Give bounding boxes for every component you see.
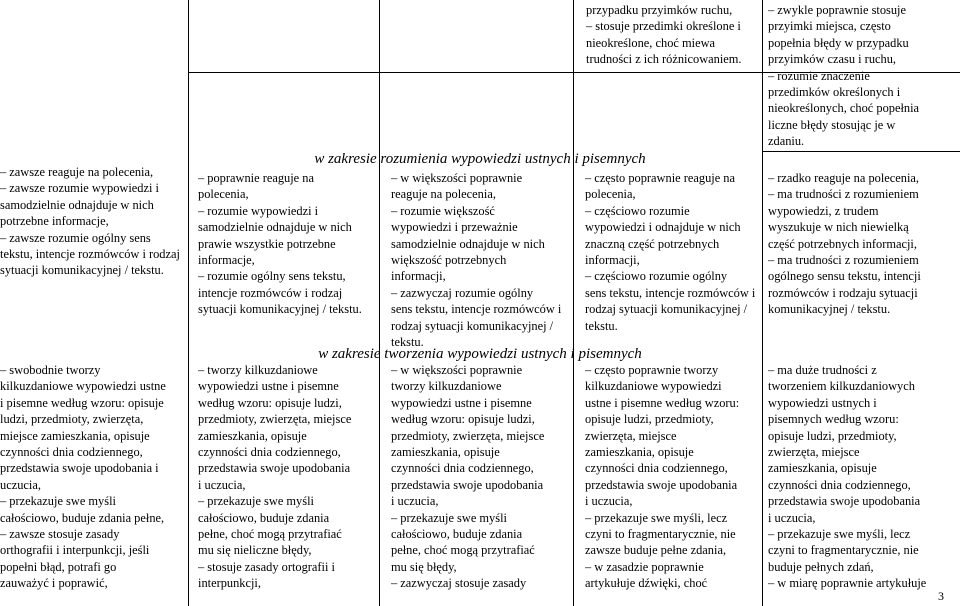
page-number: 3 xyxy=(938,589,944,603)
production-cell-col3: – w większości poprawnie tworzy kilkuzdaniowe wypowiedzi ustne i pisemne według wzoru: opisuje ludzi, przedmioty, zwierzęta, miejsce zamieszkania, opisuje czynności dnia codziennego, przedstawia swoje upodobania i uczucia, – przekazuje swe myśli całościowo, buduje zdania pełne, choć mogą przytrafiać mu się błędy, – zazwyczaj stosuje zasady xyxy=(391,363,545,591)
comprehension-cell-col1: – zawsze reaguje na polecenia, – zawsze rozumie wypowiedzi i samodzielnie odnajduje w nich potrzebne informacje, – zawsze rozumie ogólny sens tekstu, intencje rozmówców i rodzaj sytuacji komunikacyjnej / tekstu. xyxy=(0,165,180,278)
comprehension-cell-col5: – rzadko reaguje na polecenia, – ma trudności z rozumieniem wypowiedzi, z trudem wyszukuje w nich niewielką część potrzebnych informacji, – ma trudności z rozumieniem ogólnego sensu tekstu, intencji rozmówców i rodzaju sytuacji komunikacyjnej / tekstu. xyxy=(768,171,921,317)
top-cell-col4: przypadku przyimków ruchu, – stosuje przedimki określone i nieokreślone, choć miewa trudności z ich różnicowaniem. xyxy=(586,3,742,67)
production-cell-col2: – tworzy kilkuzdaniowe wypowiedzi ustne i pisemne według wzoru: opisuje ludzi, przedmioty, zwierzęta, miejsce zamieszkania, opisuje czynności dnia codziennego, przedstawia swoje upodobania i uczucia, – przekazuje swe myśli całościowo, buduje zdania pełne, choć mogą przytrafiać mu się nieliczne błędy, – stosuje zasady ortografii i interpunkcji, xyxy=(198,363,352,591)
column-divider xyxy=(379,0,380,606)
comprehension-cell-col4: – często poprawnie reaguje na polecenia, – częściowo rozumie wypowiedzi i odnajduje w nich znaczną część potrzebnych informacji, – częściowo rozumie ogólny sens tekstu, intencje rozmówców i rodzaj sytuacji komunikacyjnej / tekstu. xyxy=(585,171,756,333)
production-cell-col5: – ma duże trudności z tworzeniem kilkuzdaniowych wypowiedzi ustnych i pisemnych według wzoru: opisuje ludzi, przedmioty, zwierzęta, miejsce zamieszkania, opisuje czynności dnia codziennego, przedstawia swoje upodobania i uczucia, – przekazuje swe myśli, lecz czyni to fragmentarycznie, nie buduje pełnych zdań, – w miarę poprawnie artykułuje xyxy=(768,363,927,591)
column-divider xyxy=(762,0,763,606)
column-divider xyxy=(573,0,574,606)
row-divider xyxy=(762,151,960,152)
section-heading-comprehension: w zakresie rozumienia wypowiedzi ustnych i pisemnych xyxy=(314,151,646,167)
comprehension-cell-col3: – w większości poprawnie reaguje na polecenia, – rozumie większość wypowiedzi i przeważnie samodzielnie odnajduje w nich większość potrzebnych informacji, – zazwyczaj rozumie ogólny sens tekstu, intencje rozmówców i rodzaj sytuacji komunikacyjnej / tekstu. xyxy=(391,171,562,350)
section-heading-production: w zakresie tworzenia wypowiedzi ustnych i pisemnych xyxy=(318,346,642,362)
top-cell-col5: – zwykle poprawnie stosuje przyimki miejsca, często popełnia błędy w przypadku przyimków czasu i ruchu, – rozumie znaczenie przedimków określonych i nieokreślonych, choć popełnia liczne błędy stosując je w zdaniu. xyxy=(768,3,920,149)
production-cell-col1: – swobodnie tworzy kilkuzdaniowe wypowiedzi ustne i pisemne według wzoru: opisuje ludzi, przedmioty, zwierzęta, miejsce zamieszkania, opisuje czynności dnia codziennego, przedstawia swoje upodobania i uczucia, – przekazuje swe myśli całościowo, buduje zdania pełne, – zawsze stosuje zasady orthografii i interpunkcji, jeśli popełni błąd, potrafi go zauważyć i poprawić, xyxy=(0,363,166,591)
column-divider xyxy=(188,0,189,606)
comprehension-cell-col2: – poprawnie reaguje na polecenia, – rozumie wypowiedzi i samodzielnie odnajduje w nich prawie wszystkie potrzebne informacje, – rozumie ogólny sens tekstu, intencje rozmówców i rodzaj sytuacji komunikacyjnej / tekstu. xyxy=(198,171,362,317)
production-cell-col4: – często poprawnie tworzy kilkuzdaniowe wypowiedzi ustne i pisemne według wzoru: opisuje ludzi, przedmioty, zwierzęta, miejsce zamieszkania, opisuje czynności dnia codziennego, przedstawia swoje upodobania i uczucia, – przekazuje swe myśli, lecz czyni to fragmentarycznie, nie zawsze buduje pełne zdania, – w zasadzie poprawnie artykułuje dźwięki, choć xyxy=(585,363,740,591)
